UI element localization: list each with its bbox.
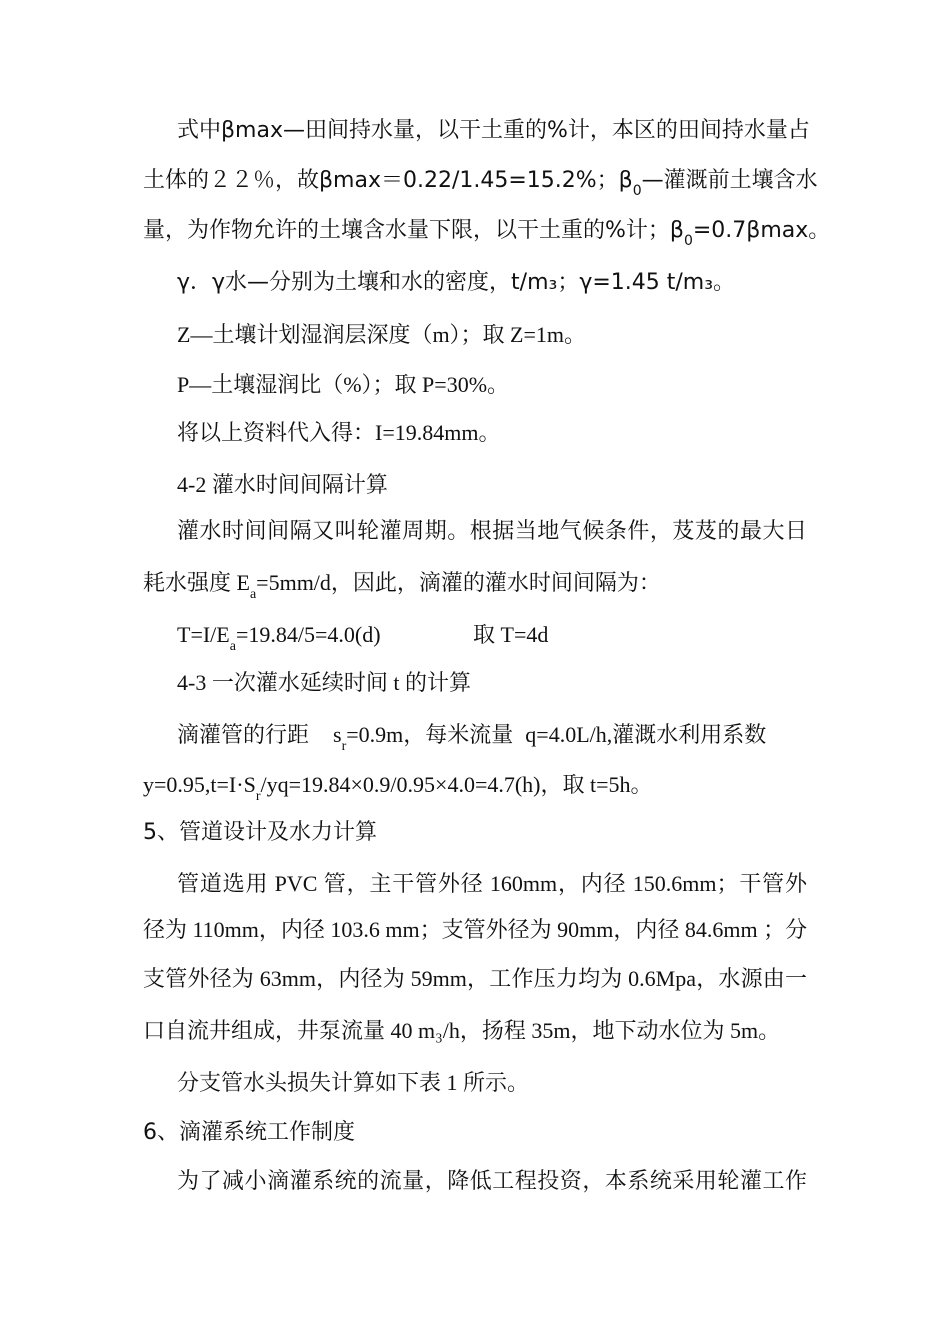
paragraph-line xyxy=(143,964,807,994)
text: 支管外径为 63mm，内径为 59mm，工作压力均为 0.6Mpa，水源由一 xyxy=(143,966,807,991)
text: =0.9m，每米流量 xyxy=(346,722,514,747)
text: P—土壤湿润比（%）；取 P=30%。 xyxy=(177,372,510,397)
paragraph-line xyxy=(177,268,735,298)
text: =5mm/d，因此，滴灌的灌水时间间隔为： xyxy=(256,570,661,595)
text: y=0.95,t=I·S xyxy=(143,772,256,797)
paragraph-line xyxy=(143,770,653,804)
heading-text: 4-3 一次灌水延续时间 t 的计算 xyxy=(177,670,471,695)
heading-text: 4-2 灌水时间间隔计算 xyxy=(177,472,388,497)
paragraph-line xyxy=(177,1068,529,1098)
text: 土体的２２％，故βmax＝0.22/1.45=15.2%；β xyxy=(143,168,633,193)
heading-text: 5、管道设计及水力计算 xyxy=(143,820,377,845)
formula-line xyxy=(177,620,381,654)
text: γ．γ水—分别为土壤和水的密度，t/m₃；γ=1.45 t/m₃。 xyxy=(177,270,736,295)
text: /yq=19.84×0.9/0.95×4.0=4.7(h)，取 t=5h。 xyxy=(260,772,653,797)
text: 管道选用 PVC 管，主干管外径 160mm，内径 150.6mm；干管外 xyxy=(177,871,807,896)
paragraph-line xyxy=(143,568,661,602)
heading-text: 6、滴灌系统工作制度 xyxy=(143,1120,355,1145)
paragraph-line xyxy=(143,1016,780,1046)
paragraph-line xyxy=(177,116,810,146)
paragraph-line xyxy=(177,720,766,754)
section-heading xyxy=(143,818,377,848)
text: =19.84/5=4.0(d) xyxy=(235,622,381,647)
text: 将以上资料代入得：I=19.84mm。 xyxy=(177,420,501,445)
section-heading xyxy=(177,470,388,500)
paragraph-line xyxy=(177,517,807,547)
paragraph-line xyxy=(177,869,807,899)
paragraph-line xyxy=(177,418,500,448)
section-heading xyxy=(177,668,471,698)
text: 径为 110mm，内径 103.6 mm；支管外径为 90mm，内径 84.6mm ；分 xyxy=(143,917,808,942)
text: 取 T=4d xyxy=(473,622,549,647)
text: 口自流井组成，井泵流量 40 m₃/h，扬程 35m，地下动水位为 5m。 xyxy=(143,1018,781,1043)
paragraph-line xyxy=(177,370,509,400)
paragraph-line xyxy=(177,320,586,350)
paragraph-line xyxy=(143,216,831,249)
text: 耗水强度 E xyxy=(143,570,250,595)
subscript: a xyxy=(249,587,257,602)
text: 灌水时间间隔又叫轮灌周期。根据当地气候条件，芨芨的最大日 xyxy=(177,519,807,544)
text: =0.7βmax。 xyxy=(692,218,831,243)
text: 滴灌管的行距 xyxy=(177,722,310,747)
paragraph-line xyxy=(143,915,807,945)
subscript: 0 xyxy=(683,233,693,249)
text: 分支管水头损失计算如下表 1 所示。 xyxy=(177,1070,530,1095)
text: q=4.0L/h,灌溉水利用系数 xyxy=(525,722,767,747)
subscript: r xyxy=(341,739,347,754)
text: 式中βmax—田间持水量，以干土重的%计，本区的田间持水量占 xyxy=(177,118,810,143)
text: 为了减小滴灌系统的流量，降低工程投资，本系统采用轮灌工作 xyxy=(177,1169,807,1194)
text: 量，为作物允许的土壤含水量下限，以干土重的%计；β xyxy=(143,218,684,243)
section-heading xyxy=(143,1118,355,1148)
subscript: r xyxy=(255,789,261,804)
paragraph-line xyxy=(177,1167,807,1197)
text: —灌溉前土壤含水 xyxy=(641,168,818,193)
text: Z—土壤计划湿润层深度（m）；取 Z=1m。 xyxy=(177,322,587,347)
subscript: a xyxy=(229,639,236,654)
text: T=I/E xyxy=(177,622,230,647)
paragraph-line xyxy=(143,166,818,199)
text: s xyxy=(333,722,342,747)
subscript: 0 xyxy=(632,183,642,199)
formula-result xyxy=(473,620,548,650)
